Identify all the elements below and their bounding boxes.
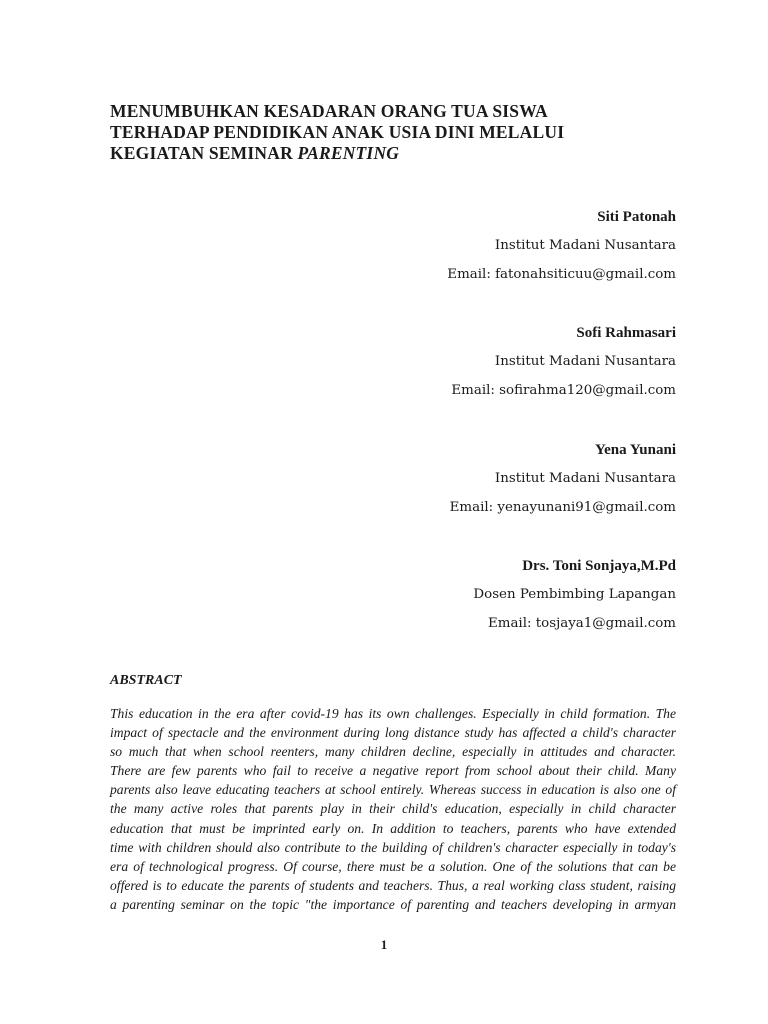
abstract-line: the many active roles that parents play in their child's education, especially in child character: [110, 801, 676, 817]
author-email: Email: fatonahsiticuu@gmail.com: [447, 267, 676, 282]
page-number: 1: [380, 937, 388, 952]
abstract-line: time with children should also contribute to the building of children's character especially in today's: [110, 839, 676, 855]
abstract-body: [110, 704, 676, 914]
title-line-1: MENUMBUHKAN KESADARAN ORANG TUA SISWA: [110, 101, 548, 121]
author-email: Email: yenayunani91@gmail.com: [449, 500, 676, 515]
author-block-3: [276, 440, 676, 518]
title-line-2: TERHADAP PENDIDIKAN ANAK USIA DINI MELALUI: [110, 122, 565, 142]
abstract-line: impact of spectacle and the environment during long distance study has affected a child's character: [110, 725, 676, 741]
author-affiliation: Institut Madani Nusantara: [494, 354, 676, 369]
abstract-line: There are few parents who fail to receive a negative report from school about their child. Many: [110, 763, 676, 779]
abstract-line: so much that when school reenters, many children decline, especially in attitudes and character.: [110, 744, 676, 760]
author-name: Sofi Rahmasari: [576, 325, 676, 341]
abstract-line: parents also leave educating teachers at school entirely. Whereas success in education is also one of: [110, 782, 676, 798]
author-name: Siti Patonah: [597, 209, 676, 225]
author-block-4: [276, 556, 676, 634]
author-name: Yena Yunani: [594, 442, 676, 458]
author-block-1: [276, 207, 676, 285]
author-affiliation: Institut Madani Nusantara: [494, 471, 676, 486]
author-affiliation: Dosen Pembimbing Lapangan: [473, 587, 676, 602]
abstract-line: education that must be imprinted early on. In addition to teachers, parents who have extended: [110, 820, 676, 836]
author-name: Drs. Toni Sonjaya,M.Pd: [522, 558, 676, 574]
abstract-line: This education in the era after covid-19 has its own challenges. Especially in child formation. The: [110, 706, 676, 721]
abstract-heading: ABSTRACT: [110, 673, 182, 688]
author-affiliation: Institut Madani Nusantara: [494, 238, 676, 253]
author-email: Email: tosjaya1@gmail.com: [487, 616, 676, 631]
title-italic-word: PARENTING: [297, 143, 400, 163]
author-block-2: [276, 323, 676, 401]
paper-title: [110, 101, 670, 164]
abstract-line: a parenting seminar on the topic "the importance of parenting and teachers developing in armyan: [110, 896, 676, 912]
title-line-3: [110, 143, 670, 164]
abstract-line: era of technological progress. Of course, there must be a solution. One of the solutions that can be: [110, 858, 676, 874]
title-line-3-text: KEGIATAN SEMINAR: [110, 143, 298, 163]
abstract-line: offered is to educate the parents of students and teachers. Thus, a real working class student, raising: [110, 877, 676, 893]
author-email: Email: sofirahma120@gmail.com: [451, 383, 676, 398]
